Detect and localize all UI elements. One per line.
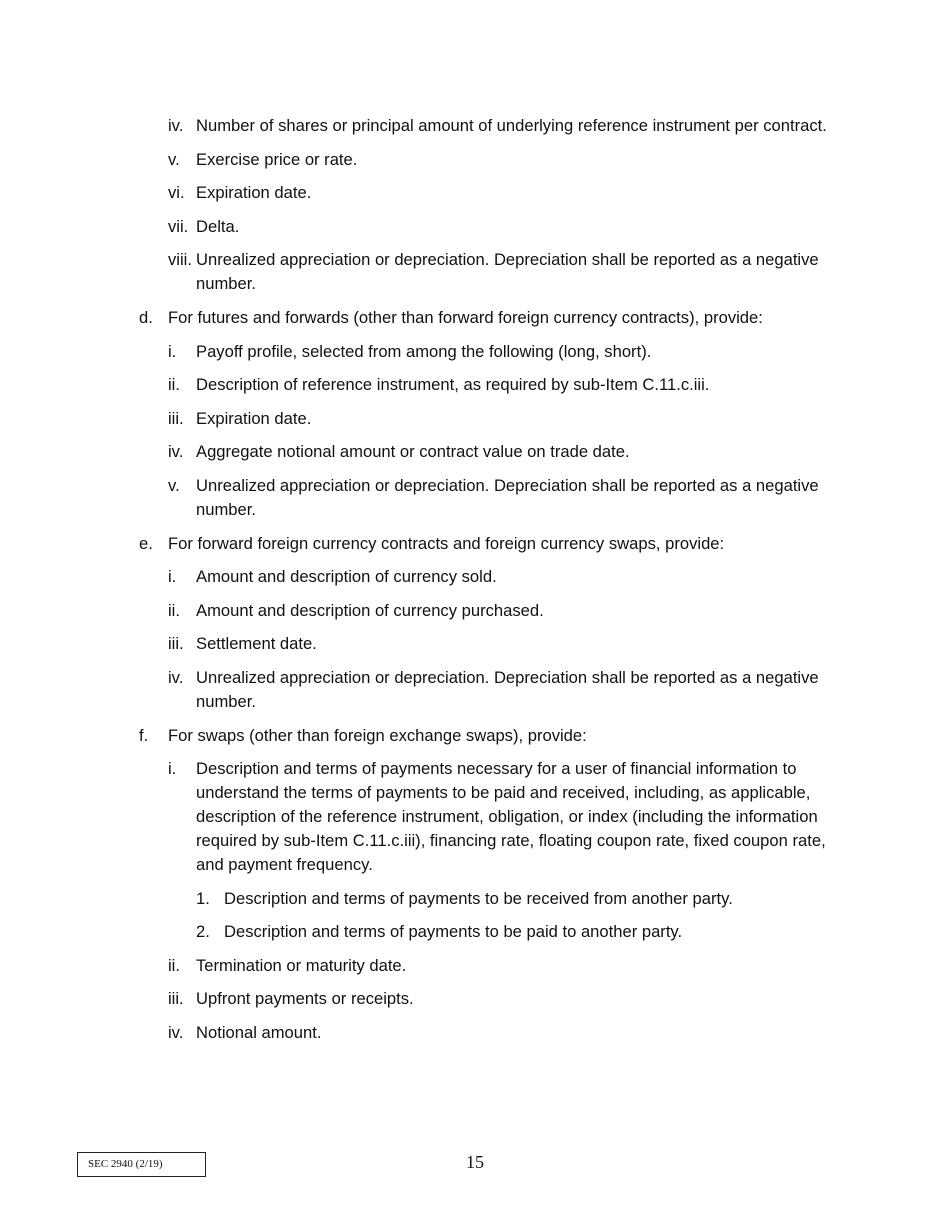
- document-body: [0, 114, 950, 1055]
- list-item: [0, 248, 950, 296]
- list-item: [0, 666, 950, 714]
- list-item-marker: iii.: [168, 634, 184, 654]
- list-item: [0, 757, 950, 877]
- list-item-marker: i.: [168, 759, 177, 779]
- list-item-marker: vii.: [168, 216, 189, 236]
- list-item-marker: v.: [168, 475, 180, 495]
- list-item-text: Amount and description of currency sold.: [196, 567, 497, 587]
- list-item-marker: f.: [139, 725, 149, 745]
- list-item: [0, 440, 950, 464]
- form-id-box: SEC 2940 (2/19): [77, 1152, 206, 1177]
- list-item: [0, 632, 950, 656]
- list-item: [0, 114, 950, 138]
- list-item-marker: iii.: [168, 408, 184, 428]
- list-item: [0, 407, 950, 431]
- list-item-text: Description and terms of payments to be received from another party.: [224, 888, 733, 908]
- list-item-text: Termination or maturity date.: [196, 955, 407, 975]
- list-item-text: Unrealized appreciation or depreciation. Depreciation shall be reported as a negative number.: [196, 250, 819, 294]
- list-item-text: Unrealized appreciation or depreciation. Depreciation shall be reported as a negative number.: [196, 667, 819, 711]
- list-item: [0, 1021, 950, 1045]
- list-item: [0, 599, 950, 623]
- list-item-text: Description of reference instrument, as required by sub-Item C.11.c.iii.: [196, 375, 710, 395]
- list-item-text: Payoff profile, selected from among the following (long, short).: [196, 341, 652, 361]
- list-item-marker: e.: [139, 533, 153, 553]
- list-item-marker: d.: [139, 307, 153, 327]
- list-item-marker: ii.: [168, 375, 180, 395]
- list-item: [0, 474, 950, 522]
- list-item-text: Settlement date.: [196, 634, 317, 654]
- list-item: [0, 181, 950, 205]
- list-item: [0, 920, 950, 944]
- list-item-marker: ii.: [168, 600, 180, 620]
- list-item-marker: 2.: [196, 922, 210, 942]
- list-item-marker: viii.: [168, 250, 192, 270]
- list-item-text: For forward foreign currency contracts and foreign currency swaps, provide:: [168, 533, 725, 553]
- list-item: [0, 987, 950, 1011]
- list-item: [0, 565, 950, 589]
- page-number: 15: [466, 1152, 484, 1172]
- list-item: [0, 215, 950, 239]
- list-item: [0, 148, 950, 172]
- list-item: [0, 306, 950, 330]
- list-item-marker: i.: [168, 341, 177, 361]
- list-item-text: Description and terms of payments to be paid to another party.: [224, 922, 683, 942]
- list-item-text: Expiration date.: [196, 183, 312, 203]
- list-item-text: Unrealized appreciation or depreciation. Depreciation shall be reported as a negative number.: [196, 475, 819, 519]
- list-item-text: For swaps (other than foreign exchange swaps), provide:: [168, 725, 587, 745]
- list-item-text: Exercise price or rate.: [196, 149, 358, 169]
- list-item: [0, 887, 950, 911]
- list-item: [0, 532, 950, 556]
- list-item-marker: 1.: [196, 888, 210, 908]
- list-item-marker: iv.: [168, 442, 184, 462]
- list-item: [0, 954, 950, 978]
- list-item-marker: vi.: [168, 183, 185, 203]
- list-item-text: Amount and description of currency purchased.: [196, 600, 544, 620]
- list-item-text: Upfront payments or receipts.: [196, 989, 414, 1009]
- list-item-marker: iv.: [168, 667, 184, 687]
- list-item-marker: i.: [168, 567, 177, 587]
- list-item-marker: v.: [168, 149, 180, 169]
- list-item-text: Number of shares or principal amount of underlying reference instrument per contract.: [196, 116, 827, 135]
- list-item-marker: iv.: [168, 116, 184, 135]
- list-item-text: Notional amount.: [196, 1023, 322, 1043]
- list-item: [0, 373, 950, 397]
- list-item: [0, 340, 950, 364]
- list-item-marker: ii.: [168, 955, 180, 975]
- list-item-text: Aggregate notional amount or contract value on trade date.: [196, 442, 630, 462]
- list-item-text: For futures and forwards (other than forward foreign currency contracts), provide:: [168, 307, 763, 327]
- list-item-text: Expiration date.: [196, 408, 312, 428]
- list-item: [0, 724, 950, 748]
- list-item-marker: iv.: [168, 1023, 184, 1043]
- list-item-marker: iii.: [168, 989, 184, 1009]
- list-item-text: Delta.: [196, 216, 240, 236]
- list-item-text: Description and terms of payments necessary for a user of financial information to understand the terms of payments to be paid and received, including, as applicable, description of the reference instrument, obligation, or index (including the information required by sub-Item C.11.c.iii), financing rate, floating coupon rate, fixed coupon rate, and payment frequency.: [196, 759, 826, 875]
